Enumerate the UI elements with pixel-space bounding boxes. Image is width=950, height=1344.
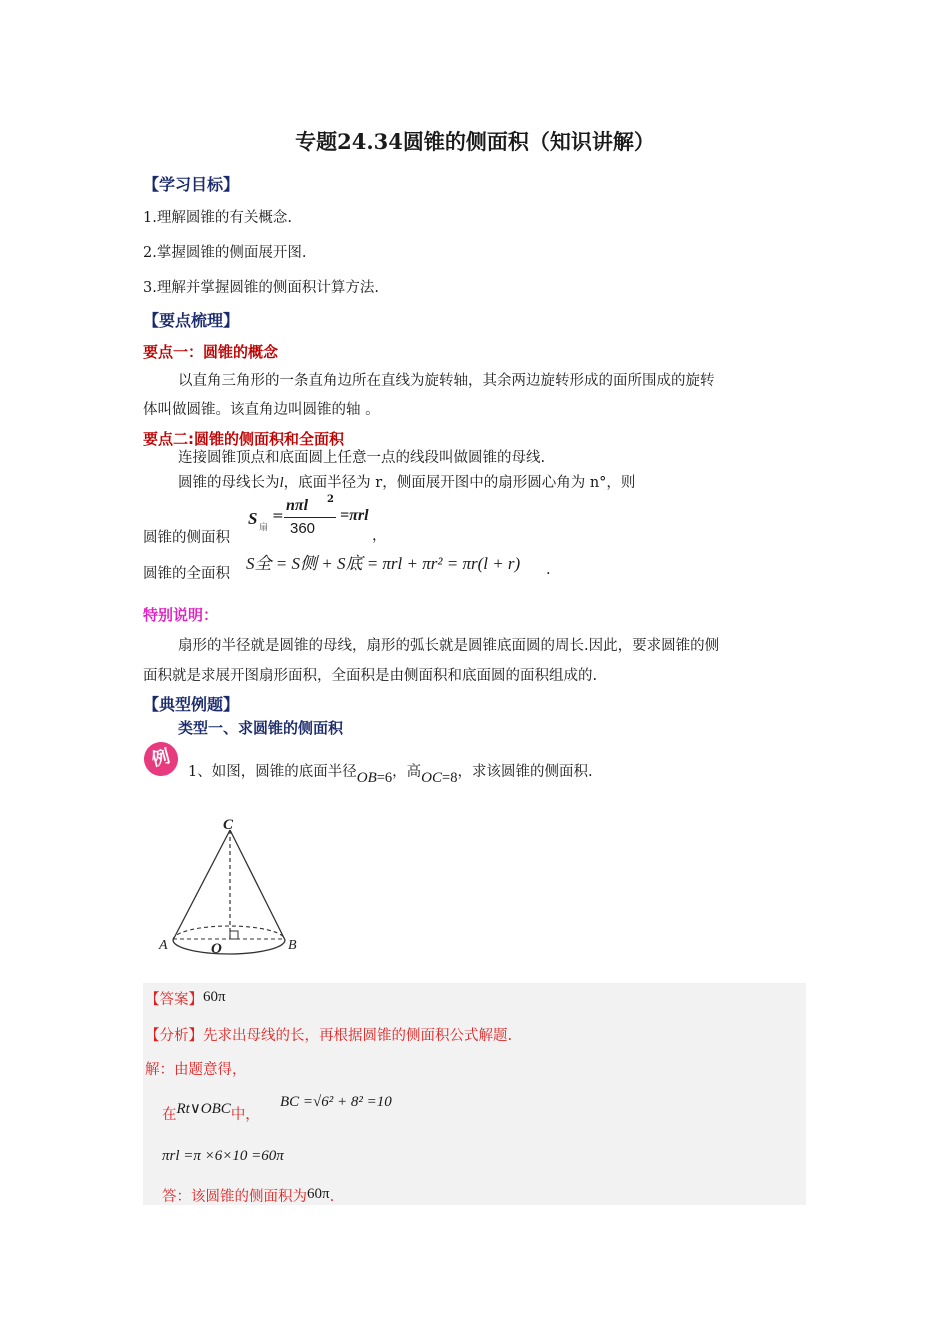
point2-heading: 要点二:圆锥的侧面积和全面积 — [143, 430, 344, 448]
point1-text-line1: 以直角三角形的一条直角边所在直线为旋转轴，其余两边旋转形成的面所围成的旋转 — [178, 373, 715, 389]
goal-item-2: 2.掌握圆锥的侧面展开图. — [143, 245, 307, 261]
example1-question: 1、如图，圆锥的底面半径OB=6，高OC=8，求该圆锥的侧面积. — [188, 764, 593, 786]
total-area-formula: S全 = S侧 + S底 = πrl + πr² = πr(l + r) — [246, 554, 521, 573]
point2-line2: 圆锥的母线长为l，底面半径为 r，侧面展开图中的扇形圆心角为 n°，则 — [178, 475, 636, 491]
solution-step2-formula: πrl =π ×6×10 =60π — [162, 1148, 284, 1164]
solution-intro: 解：由题意得， — [145, 1062, 247, 1078]
cone-slant-left — [173, 830, 230, 940]
special-note-heading: 特别说明： — [143, 606, 219, 624]
right-angle-mark — [230, 931, 238, 939]
analysis-line: 【分析】先求出母线的长，再根据圆锥的侧面积公式解题. — [145, 1028, 513, 1044]
solution-step1-formula: BC =√6² + 8² =10 — [280, 1094, 392, 1110]
label-c: C — [223, 817, 234, 833]
fraction-bar — [284, 517, 336, 518]
point1-heading: 要点一：圆锥的概念 — [143, 343, 279, 361]
label-b: B — [288, 938, 297, 953]
goal-item-1: 1.理解圆锥的有关概念. — [143, 210, 292, 226]
cone-base-front — [173, 940, 285, 954]
examples-heading: 【典型例题】 — [143, 695, 240, 714]
cone-base-back — [173, 926, 285, 940]
goals-heading: 【学习目标】 — [143, 175, 240, 194]
cone-slant-right — [230, 830, 285, 940]
answer-box — [143, 983, 806, 1205]
point1-text-line2: 体叫做圆锥。该直角边叫圆锥的轴 。 — [143, 402, 380, 418]
solution-step1: 在Rt∨OBC中， — [162, 1101, 260, 1123]
special-note-line2: 面积就是求展开图扇形面积，全面积是由侧面积和底面圆的面积组成的. — [143, 668, 598, 684]
point2-line1: 连接圆锥顶点和底面圆上任意一点的线段叫做圆锥的母线. — [178, 450, 546, 466]
goal-item-3: 3.理解并掌握圆锥的侧面积计算方法. — [143, 280, 379, 296]
answer-line: 【答案】60π — [145, 989, 226, 1008]
points-heading: 【要点梳理】 — [143, 311, 240, 330]
example-badge-icon: 例 — [140, 738, 182, 780]
lateral-area-label: 圆锥的侧面积 — [143, 530, 230, 546]
cone-figure — [155, 812, 315, 964]
lateral-area-formula: S 扇 = nπl 2 360 =πrl — [248, 494, 369, 537]
conclusion-line: 答：该圆锥的侧面积为60π. — [162, 1186, 335, 1205]
total-area-label: 圆锥的全面积 — [143, 566, 230, 582]
special-note-line1: 扇形的半径就是圆锥的母线，扇形的弧长就是圆锥底面圆的周长.因此，要求圆锥的侧 — [178, 638, 720, 654]
label-o: O — [211, 941, 222, 957]
label-a: A — [159, 938, 168, 953]
type1-heading: 类型一、求圆锥的侧面积 — [178, 719, 344, 737]
lateral-comma: ， — [372, 528, 387, 544]
total-dot: . — [546, 562, 551, 578]
page-title: 专题24.34圆锥的侧面积（知识讲解） — [295, 129, 655, 154]
